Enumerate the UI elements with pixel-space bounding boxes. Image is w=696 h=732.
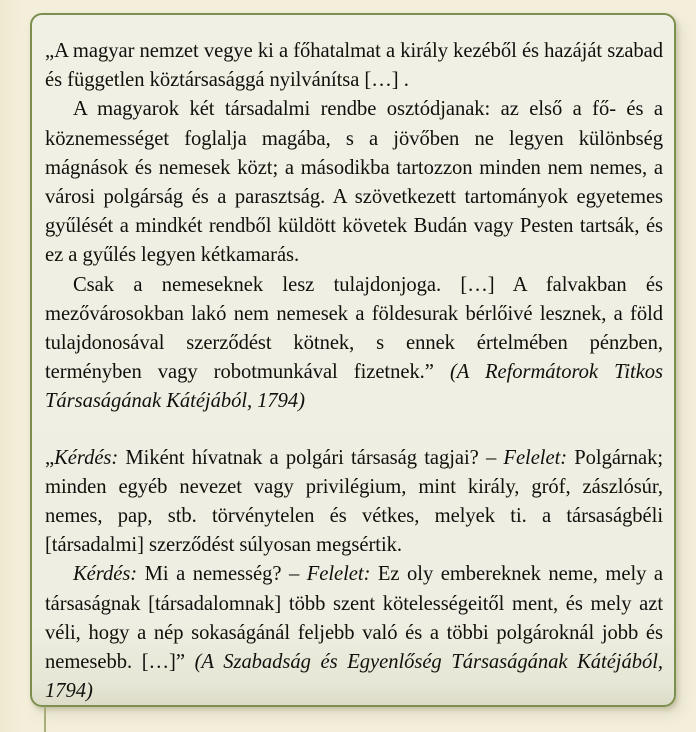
quote-attribution: (A Reformátorok Titkos Társaságának Kátéjából, 1794): [45, 361, 663, 413]
source-quote-box: [30, 13, 676, 707]
question-text: Mi a nemesség? –: [137, 563, 307, 586]
label-felelet: Felelet:: [503, 446, 568, 469]
opening-quote-mark: „: [45, 446, 55, 469]
label-kerdes: Kérdés:: [73, 563, 138, 586]
quote-attribution: (A Szabadság és Egyenlőség Társaságának Kátéjából, 1794): [45, 651, 663, 703]
question-text: Miként hívatnak a polgári társaság tagjai? –: [118, 446, 504, 469]
label-kerdes: Kérdés:: [54, 446, 119, 469]
quote-paragraph: A magyarok két társadalmi rendbe osztódjanak: az első a fő- és a köznemességet foglalja magába, s a jövőben ne legyen különbség mágnások és nemesek közt; a másodikba tartozzon minden nem nemes, a városi polgárság és a parasztság. A szövetkezett tartományok egyetemes gyűlését a mindkét rendből küldött követek Budán vagy Pesten tartsák, és ez a gyűlés legyen kétkamarás.: [45, 98, 663, 267]
vertical-rule-below-box: [44, 706, 46, 732]
quote-block-reformatorok: [45, 37, 663, 417]
quote-block-szabadsag-egyenloseg: [45, 444, 663, 707]
answer-text: Ez oly embereknek neme, mely a társaságnak [társadalomnak] több szent kötelességeitől ment, és mely azt véli, hogy a nép sokaságánál feljebb való és a többi polgároknál jobb és nemesebb. […]”: [45, 563, 663, 674]
catechism-question-answer: [45, 444, 663, 561]
answer-text: Polgárnak; minden egyéb nevezet vagy privilégium, mint király, gróf, zászlósúr, nemes, pap, stb. törvénytelen és vétkes, melyek ti. a társaságbéli [társadalmi] szerződést súlyosan megsértik.: [45, 446, 663, 557]
catechism-question-answer-with-attribution: [45, 560, 663, 706]
quote-paragraph-text: Csak a nemeseknek lesz tulajdonjoga. […] A falvakban és mezővárosokban lakó nem nemesek a földesurak bérlőivé lesznek, a föld tulajdonosával szerződést kötnek, s ennek értelmében pénzben, terményben vagy robotmunkával fizetnek.”: [45, 273, 663, 384]
quote-paragraph: „A magyar nemzet vegye ki a főhatalmat a király kezéből és hazáját szabad és független köztársasággá nyilvánítsa […] .: [45, 40, 663, 92]
quote-paragraph-with-attribution: [45, 271, 663, 417]
label-felelet: Felelet:: [306, 563, 371, 586]
source-quote-box-content: [45, 37, 663, 703]
